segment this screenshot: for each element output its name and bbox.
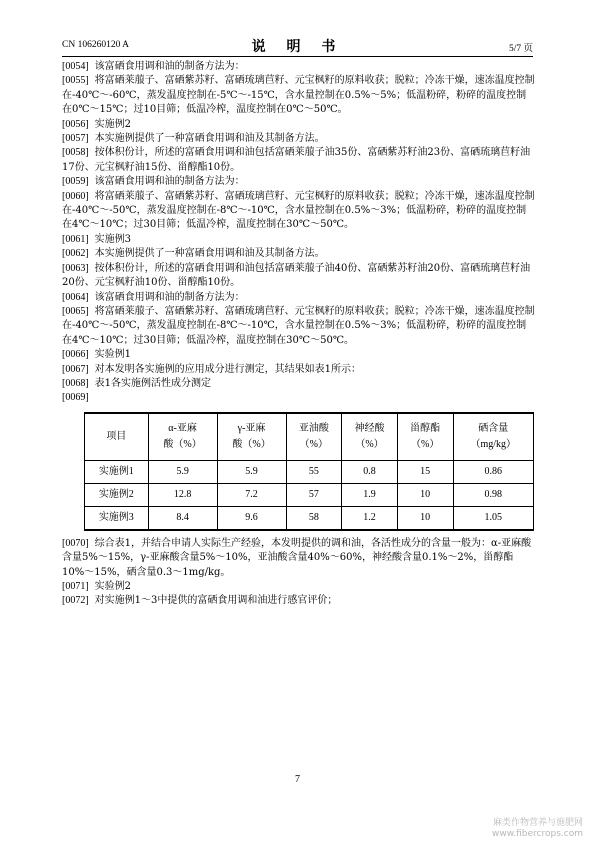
paragraph-number: [0060] — [62, 190, 89, 202]
document-body — [62, 60, 535, 609]
paragraph — [62, 118, 535, 132]
table-header-cell: γ-亚麻 酸（%） — [217, 413, 286, 461]
paragraph-number: [0065] — [62, 305, 89, 317]
table-header-cell: 硒含量 （mg/kg） — [453, 413, 533, 461]
paragraph-number: [0067] — [62, 363, 89, 375]
table-cell: 实施例2 — [85, 483, 149, 506]
table-cell: 5.9 — [148, 460, 217, 483]
table-cell: 7.2 — [217, 483, 286, 506]
table-cell: 5.9 — [217, 460, 286, 483]
table-header-row — [85, 413, 534, 461]
paragraph-text: 该富硒食用调和油的制备方法为： — [94, 291, 245, 303]
table-row — [85, 460, 534, 483]
paragraph-number: [0066] — [62, 349, 89, 361]
table-cell: 1.05 — [453, 506, 533, 530]
active-ingredient-table — [84, 412, 534, 531]
table-cell: 1.9 — [342, 483, 398, 506]
table-cell: 10 — [397, 483, 453, 506]
paragraph-number: [0057] — [62, 133, 89, 145]
paragraph — [62, 363, 535, 377]
paragraph — [62, 391, 535, 405]
paragraph-number: [0064] — [62, 291, 89, 303]
table-row — [85, 506, 534, 530]
table-row — [85, 483, 534, 506]
paragraph-list-bottom — [62, 537, 535, 609]
table-cell: 实施例1 — [85, 460, 149, 483]
paragraph — [62, 60, 535, 74]
paragraph — [62, 594, 535, 608]
table-cell: 0.86 — [453, 460, 533, 483]
paragraph — [62, 348, 535, 362]
page-number: 7 — [295, 774, 300, 785]
paragraph — [62, 132, 535, 146]
paragraph-text: 本实施例提供了一种富硒食用调和油及其制备方法。 — [94, 248, 325, 260]
paragraph-number: [0055] — [62, 75, 89, 87]
table-cell: 8.4 — [148, 506, 217, 530]
table-header-cell: α-亚麻 酸（%） — [148, 413, 217, 461]
paragraph-number: [0061] — [62, 233, 89, 245]
paragraph-number: [0059] — [62, 176, 89, 188]
paragraph — [62, 233, 535, 247]
table-cell: 0.8 — [342, 460, 398, 483]
paragraph — [62, 305, 535, 348]
header-rule — [62, 56, 533, 57]
table-cell: 实施例3 — [85, 506, 149, 530]
paragraph-text: 该富硒食用调和油的制备方法为： — [94, 176, 245, 188]
paragraph-text: 按体积份计，所述的富硒食用调和油包括富硒莱菔子油40份、富硒紫苏籽油20份、富硒琉璃苣籽油20份、元宝枫籽油10份、甾醇酯10份。 — [62, 262, 531, 289]
paragraph — [62, 190, 535, 233]
paragraph-number: [0072] — [62, 595, 89, 607]
paragraph-text: 实验例1 — [94, 349, 132, 361]
table-header-cell: 亚油酸 （%） — [286, 413, 342, 461]
paragraph-text: 实施例3 — [94, 233, 132, 245]
table-cell: 57 — [286, 483, 342, 506]
table-cell: 10 — [397, 506, 453, 530]
paragraph-number: [0063] — [62, 262, 89, 274]
table-header-cell: 神经酸 （%） — [342, 413, 398, 461]
paragraph-text: 该富硒食用调和油的制备方法为： — [94, 61, 245, 72]
paragraph-text: 本实施例提供了一种富硒食用调和油及其制备方法。 — [94, 133, 325, 145]
paragraph-text: 综合表1，并结合申请人实际生产经验，本发明提供的调和油，各活性成分的含量一般为：α-亚麻酸含量5%～15%，γ-亚麻酸含量5%～10%，亚油酸含量40%～60%，神经酸含量0.1%～2%，甾醇酯10%～15%，硒含量0.3～1mg/kg。 — [62, 537, 532, 578]
paragraph — [62, 580, 535, 594]
paragraph-number: [0062] — [62, 248, 89, 260]
paragraph — [62, 291, 535, 305]
paragraph-text: 对实施例1～3中提供的富硒食用调和油进行感官评价； — [94, 595, 338, 607]
table-header-cell: 项目 — [85, 413, 149, 461]
page-header — [62, 36, 533, 54]
paragraph — [62, 247, 535, 261]
table-cell: 15 — [397, 460, 453, 483]
paragraph-text: 对本发明各实施例的应用成分进行测定，其结果如表1所示： — [94, 363, 362, 375]
watermark-line-2: www.fibercrops.com — [492, 829, 583, 839]
paragraph-number: [0071] — [62, 580, 89, 592]
paragraph-number: [0058] — [62, 147, 89, 159]
table-body — [85, 460, 534, 530]
paragraph — [62, 146, 535, 175]
paragraph — [62, 74, 535, 117]
paragraph-text: 将富硒莱菔子、富硒紫苏籽、富硒琉璃苣籽、元宝枫籽的原料收获；脱粒；冷冻干燥，速冻温度控制在-40℃～-50℃，蒸发温度控制在-8℃～-10℃，含水量控制在0.5%～3%；低温粉碎，粉碎的温度控制在4℃～10℃；过30目筛；低温冷榨，温度控制在30℃～50℃。 — [62, 305, 535, 346]
paragraph — [62, 262, 535, 291]
table-cell: 58 — [286, 506, 342, 530]
document-title: 说 明 书 — [251, 39, 344, 55]
table-cell: 55 — [286, 460, 342, 483]
table-1-wrapper — [84, 412, 535, 531]
paragraph-number: [0056] — [62, 118, 89, 130]
table-cell: 0.98 — [453, 483, 533, 506]
table-cell: 9.6 — [217, 506, 286, 530]
paragraph-list-top — [62, 60, 535, 406]
watermark-line-1: 麻类作物营养与施肥网 — [492, 818, 583, 828]
paragraph-number: [0070] — [62, 537, 89, 549]
paragraph-text: 实验例2 — [94, 580, 132, 592]
watermark — [492, 818, 583, 840]
table-cell: 1.2 — [342, 506, 398, 530]
page-info: 5/7 页 — [508, 44, 533, 54]
paragraph-text: 将富硒莱菔子、富硒紫苏籽、富硒琉璃苣籽、元宝枫籽的原料收获；脱粒；冷冻干燥，速冻温度控制在-40℃～-60℃，蒸发温度控制在-5℃～-15℃，含水量控制在0.5%～5%；低温粉碎，粉碎的温度控制在0℃～15℃；过10目筛；低温冷榨，温度控制在0℃～50℃。 — [62, 75, 535, 116]
paragraph — [62, 377, 535, 391]
paragraph-number: [0068] — [62, 377, 89, 389]
paragraph-text: 将富硒莱菔子、富硒紫苏籽、富硒琉璃苣籽、元宝枫籽的原料收获；脱粒；冷冻干燥，速冻温度控制在-40℃～-50℃，蒸发温度控制在-8℃～-10℃，含水量控制在0.5%～3%；低温粉碎，粉碎的温度控制在4℃～10℃；过30目筛；低温冷榨，温度控制在30℃～50℃。 — [62, 190, 535, 231]
publication-number: CN 106260120 A — [62, 40, 130, 50]
table-header-cell: 甾醇酯 （%） — [397, 413, 453, 461]
paragraph-number: [0069] — [62, 392, 89, 404]
paragraph — [62, 175, 535, 189]
paragraph — [62, 537, 535, 580]
paragraph-text: 实施例2 — [94, 118, 132, 130]
paragraph-number: [0054] — [62, 61, 89, 72]
paragraph-text: 按体积份计，所述的富硒食用调和油包括富硒莱菔子油35份、富硒紫苏籽油23份、富硒琉璃苣籽油17份、元宝枫籽油15份、甾醇酯10份。 — [62, 147, 531, 173]
table-cell: 12.8 — [148, 483, 217, 506]
paragraph-text: 表1各实施例活性成分测定 — [94, 377, 212, 389]
